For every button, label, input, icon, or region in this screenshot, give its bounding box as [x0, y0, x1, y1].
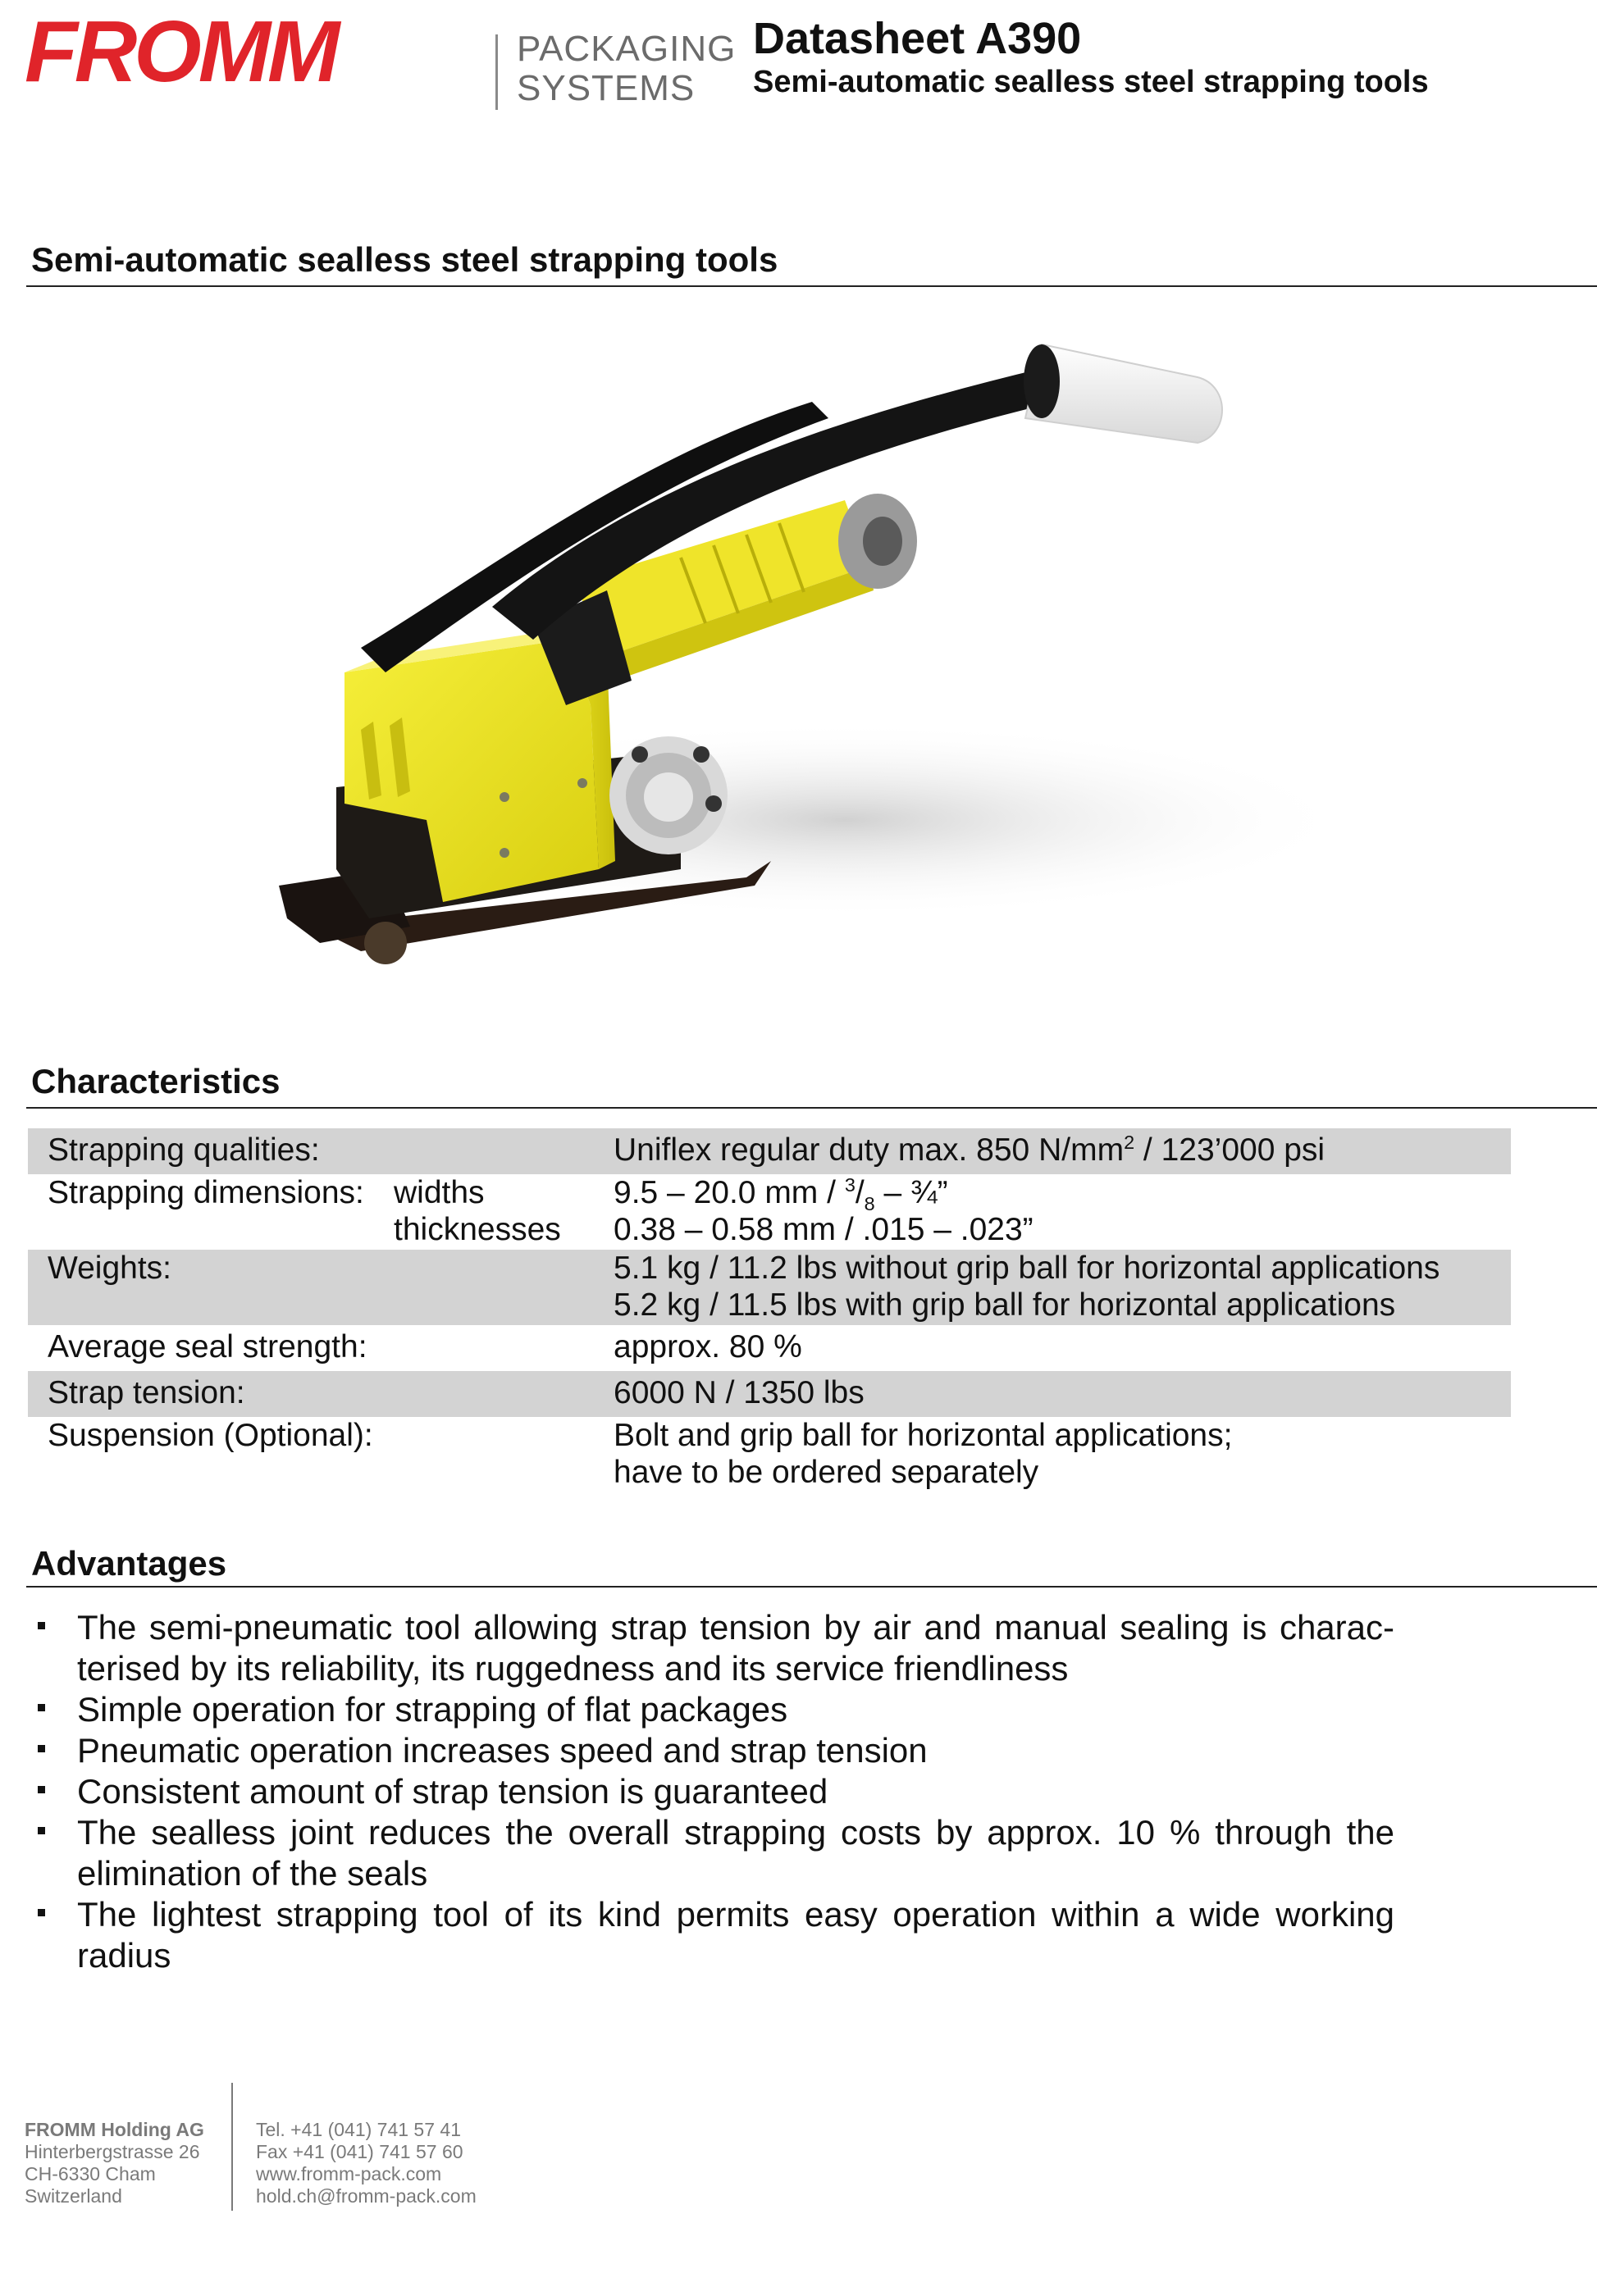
- row-label: Strapping dimensions:: [48, 1175, 364, 1210]
- footer-contact: [256, 2119, 477, 2207]
- strapping-tool-image: [221, 295, 1403, 1033]
- table-row: [28, 1371, 1511, 1417]
- row-value: approx. 80 %: [614, 1329, 802, 1364]
- logo-divider: [495, 34, 498, 110]
- row-label: Strapping qualities:: [48, 1132, 320, 1168]
- footer-company: FROMM Holding AG: [25, 2119, 204, 2140]
- list-item: The sealless joint reduces the overall strapping costs by approx. 10 % through the elimination of the seals: [33, 1812, 1394, 1894]
- characteristics-heading: Characteristics: [31, 1062, 281, 1100]
- list-item: Consistent amount of strap tension is guaranteed: [33, 1771, 1394, 1812]
- product-section-heading: Semi-automatic sealless steel strapping tools: [31, 240, 778, 279]
- row-sublabel-thicknesses: thicknesses: [394, 1212, 561, 1247]
- row-label: Weights:: [48, 1250, 172, 1286]
- footer-website-link[interactable]: www.fromm-pack.com: [256, 2163, 442, 2184]
- list-item: Pneumatic operation increases speed and strap tension: [33, 1730, 1394, 1771]
- table-row: [28, 1250, 1511, 1325]
- row-label: Strap tension:: [48, 1375, 245, 1410]
- logo-subtitle-line1: PACKAGING: [517, 29, 737, 69]
- bullet-icon: [38, 1622, 45, 1629]
- footer-divider: [231, 2083, 233, 2211]
- list-item: The semi-pneumatic tool allowing strap tension by air and manual sealing is charac- terised by its reliability, its ruggedness and its service friendliness: [33, 1607, 1394, 1689]
- characteristics-table: [28, 1128, 1511, 1496]
- bullet-icon: [38, 1827, 45, 1834]
- footer-street: Hinterbergstrasse 26: [25, 2141, 200, 2162]
- bullet-icon: [38, 1786, 45, 1793]
- datasheet-title: Datasheet A390: [753, 14, 1082, 63]
- row-label: Suspension (Optional):: [48, 1418, 373, 1453]
- table-row: [28, 1325, 1511, 1371]
- footer-fax: Fax +41 (041) 741 57 60: [256, 2141, 463, 2162]
- list-item: The lightest strapping tool of its kind permits easy operation within a wide working radius: [33, 1894, 1394, 1976]
- advantages-heading: Advantages: [31, 1544, 227, 1583]
- row-value: Uniflex regular duty max. 850 $N/mm^2$ / 123’000 psi: [614, 1132, 1326, 1168]
- logo-subtitle-line2: SYSTEMS: [517, 68, 696, 108]
- row-value: 5.1 kg / 11.2 lbs without grip ball for horizontal applications: [614, 1250, 1440, 1286]
- footer-email-link[interactable]: hold.ch@fromm-pack.com: [256, 2185, 477, 2207]
- row-value-line2: have to be ordered separately: [614, 1455, 1039, 1490]
- bullet-icon: [38, 1909, 45, 1916]
- row-value: 9.5 – 20.0 mm / $^3/_8$ – ¾”: [614, 1174, 948, 1214]
- bullet-icon: [38, 1745, 45, 1752]
- section-rule: [26, 1107, 1597, 1109]
- table-row: [28, 1417, 1511, 1496]
- section-rule: [26, 285, 1597, 287]
- row-label: Average seal strength:: [48, 1329, 367, 1364]
- list-item: Simple operation for strapping of flat packages: [33, 1689, 1394, 1730]
- advantages-list: [33, 1607, 1394, 1976]
- logo-wordmark: FROMM: [25, 3, 337, 100]
- bullet-icon: [38, 1704, 45, 1711]
- row-value-line2: 5.2 kg / 11.5 lbs with grip ball for horizontal applications: [614, 1287, 1396, 1323]
- table-row: [28, 1128, 1511, 1174]
- table-row: [28, 1174, 1511, 1250]
- row-value: 6000 N / 1350 lbs: [614, 1375, 865, 1410]
- fromm-logo: [25, 3, 737, 108]
- row-sublabel-widths: widths: [394, 1175, 485, 1210]
- datasheet-subtitle: Semi-automatic sealless steel strapping tools: [753, 65, 1429, 99]
- row-value: Bolt and grip ball for horizontal applications;: [614, 1418, 1233, 1453]
- footer-tel: Tel. +41 (041) 741 57 41: [256, 2119, 461, 2140]
- footer-city: CH-6330 Cham: [25, 2163, 156, 2184]
- footer-country: Switzerland: [25, 2185, 122, 2207]
- section-rule: [26, 1586, 1597, 1588]
- row-value-line2: 0.38 – 0.58 mm / .015 – .023”: [614, 1212, 1033, 1247]
- footer-address: [25, 2119, 204, 2207]
